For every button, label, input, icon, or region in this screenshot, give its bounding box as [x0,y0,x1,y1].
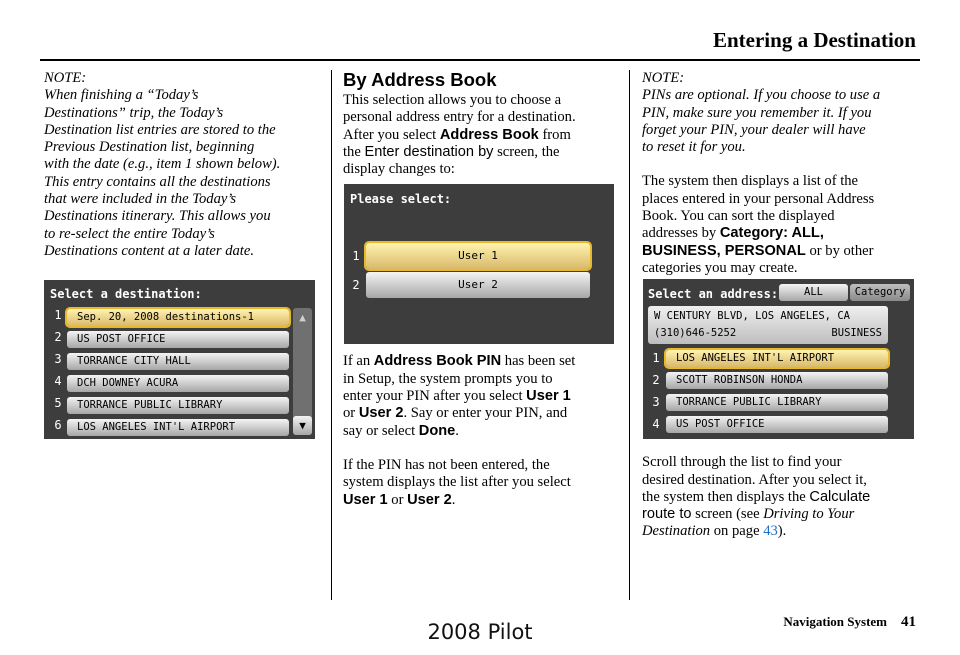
body-line: BUSINESS, PERSONAL or by other [642,242,874,259]
address-item[interactable]: US POST OFFICE [666,416,888,433]
body-line: enter your PIN after you select User 1 [343,388,571,405]
scroll-down-icon[interactable]: ▼ [293,416,312,435]
column-divider-1 [331,70,332,600]
user-select-screen [344,184,614,344]
note-line: Destinations content at a later date. [44,242,254,259]
body-line: places entered in your personal Address [642,190,875,207]
item-number: 1 [54,308,62,322]
column-1 [44,70,324,260]
note-line: Destinations itinerary. This allows you [44,208,271,225]
note-line: that were included in the Today’s [44,191,237,208]
body-line: route to screen (see Driving to Your [642,506,855,523]
item-number: 4 [652,417,660,431]
address-info-box [648,306,888,344]
user-1-button[interactable]: User 1 [366,243,590,269]
body-line: or User 2. Say or enter your PIN, and [343,405,568,422]
address-item[interactable]: SCOTT ROBINSON HONDA [666,372,888,389]
destination-item[interactable]: DCH DOWNEY ACURA [67,375,289,392]
body-line: the Enter destination by screen, the [343,143,560,160]
item-number: 6 [54,418,62,432]
phone-number: (310)646-5252 [654,327,737,339]
section-heading: By Address Book [343,69,497,90]
note-line: Destination list entries are stored to the [44,121,276,138]
item-number: 2 [54,330,62,344]
note-line: Destinations” trip, the Today’s [44,104,224,121]
screen-title: Select an address: [648,287,779,301]
body-line: Scroll through the list to find your [642,454,842,471]
body-line: display changes to: [343,161,455,178]
destination-item[interactable]: TORRANCE CITY HALL [67,353,289,370]
footer-section: Navigation System [783,614,887,629]
page-link[interactable]: 43 [763,523,778,540]
body-line: say or select Done. [343,422,459,439]
note-line: to re-select the entire Today’s [44,225,215,242]
note-line: forget your PIN, your dealer will have [642,121,866,138]
note-label: NOTE: [642,70,685,86]
item-number: 3 [54,352,62,366]
destination-item[interactable]: US POST OFFICE [67,331,289,348]
note-line: PIN, make sure you remember it. If you [642,104,872,121]
screen-title: Select a destination: [50,287,202,301]
note-line: When finishing a “Today’s [44,87,199,104]
body-line: If the PIN has not been entered, the [343,456,550,473]
item-number: 3 [652,395,660,409]
user-2-button[interactable]: User 2 [366,272,590,298]
column-divider-2 [629,70,630,600]
body-line: in Setup, the system prompts you to [343,370,553,387]
address-item[interactable]: LOS ANGELES INT'L AIRPORT [666,350,888,367]
item-number: 5 [54,396,62,410]
body-line: system displays the list after you select [343,474,571,491]
destination-item[interactable]: TORRANCE PUBLIC LIBRARY [67,397,289,414]
destination-list-screen [44,280,315,439]
body-line: the system then displays the Calculate [642,488,871,505]
note-line: Previous Destination list, beginning [44,139,255,156]
scroll-up-icon[interactable]: ▲ [299,311,306,324]
body-line: Destination on page 43). [642,523,787,540]
body-line: After you select Address Book from [343,126,571,143]
header-rule [40,59,920,61]
body-line: categories you may create. [642,259,798,276]
note-line: with the date (e.g., item 1 shown below). [44,156,281,173]
address-line: W CENTURY BLVD, LOS ANGELES, CA [654,310,850,322]
item-number: 2 [352,278,360,292]
item-number: 2 [652,373,660,387]
watermark-text: 2008 Pilot [427,620,533,644]
body-line: User 1 or User 2. [343,491,456,508]
item-number: 1 [352,249,360,263]
item-number: 1 [652,351,660,365]
destination-item[interactable]: Sep. 20, 2008 destinations-1 [67,309,289,326]
body-line: Book. You can sort the displayed [642,208,835,225]
page-header-title: Entering a Destination [712,28,916,52]
all-button[interactable]: ALL [779,284,848,301]
body-line: addresses by Category: ALL, [642,225,824,242]
category-button[interactable]: Category [850,284,910,301]
scrollbar[interactable] [293,308,312,435]
screen-title: Please select: [350,192,452,206]
note-line: PINs are optional. If you choose to use a [642,87,881,104]
body-line: desired destination. After you select it, [642,471,867,488]
page-number: 41 [901,614,916,630]
note-line: to reset it for you. [642,139,746,156]
body-line: This selection allows you to choose a [343,92,562,108]
item-number: 4 [54,374,62,388]
note-line: This entry contains all the destinations [44,173,271,190]
body-line: If an Address Book PIN has been set [343,353,576,370]
note-label: NOTE: [44,70,87,86]
category-type: BUSINESS [831,327,882,339]
destination-item[interactable]: LOS ANGELES INT'L AIRPORT [67,419,289,436]
address-item[interactable]: TORRANCE PUBLIC LIBRARY [666,394,888,411]
body-line: The system then displays a list of the [642,173,859,190]
address-list-screen [643,279,914,439]
body-line: personal address entry for a destination. [343,109,576,126]
